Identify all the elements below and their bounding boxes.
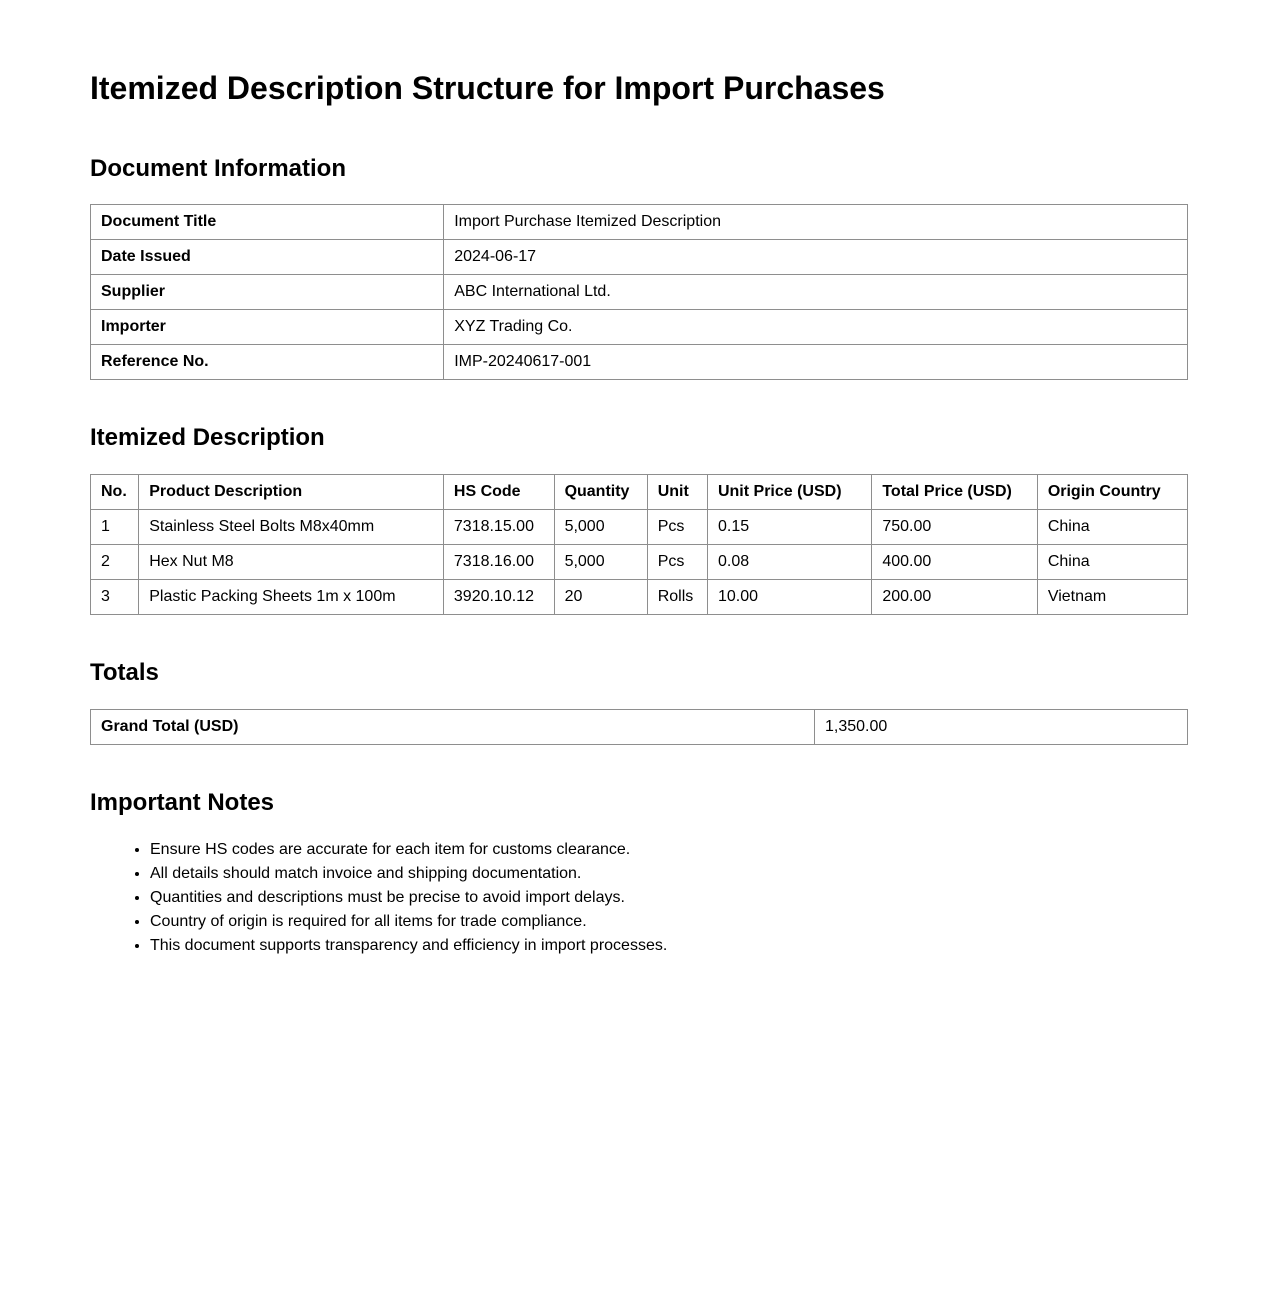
doc-info-label: Supplier (91, 275, 444, 310)
doc-info-label: Importer (91, 310, 444, 345)
column-header-quantity: Quantity (554, 474, 647, 509)
cell-unit-price: 0.08 (707, 544, 871, 579)
totals-table (90, 709, 1188, 745)
doc-info-value: ABC International Ltd. (444, 275, 1188, 310)
doc-info-label: Document Title (91, 205, 444, 240)
cell-origin-country: China (1037, 509, 1187, 544)
column-header-origin-country: Origin Country (1037, 474, 1187, 509)
doc-info-value: Import Purchase Itemized Description (444, 205, 1188, 240)
note-item: • This document supports transparency and efficiency in import processes. (150, 934, 1188, 958)
table-row (91, 509, 1188, 544)
column-header-hs-code: HS Code (443, 474, 554, 509)
section-heading-itemized-description: Itemized Description (90, 424, 325, 452)
note-item: • Ensure HS codes are accurate for each item for customs clearance. (150, 838, 1188, 862)
table-row (91, 310, 1188, 345)
table-row (91, 240, 1188, 275)
cell-hs-code: 3920.10.12 (443, 579, 554, 614)
doc-info-label: Reference No. (91, 345, 444, 380)
grand-total-value: 1,350.00 (815, 709, 1188, 744)
table-row (91, 579, 1188, 614)
table-row (91, 709, 1188, 744)
section-heading-document-information: Document Information (90, 154, 346, 182)
cell-unit: Rolls (647, 579, 707, 614)
document-info-table (90, 204, 1188, 380)
doc-info-label: Date Issued (91, 240, 444, 275)
column-header-product-description: Product Description (139, 474, 444, 509)
cell-quantity: 5,000 (554, 509, 647, 544)
cell-hs-code: 7318.16.00 (443, 544, 554, 579)
cell-product-description: Hex Nut M8 (139, 544, 444, 579)
cell-unit: Pcs (647, 544, 707, 579)
cell-unit-price: 10.00 (707, 579, 871, 614)
cell-total-price: 750.00 (872, 509, 1037, 544)
cell-total-price: 200.00 (872, 579, 1037, 614)
note-item: • Quantities and descriptions must be precise to avoid import delays. (150, 886, 1188, 910)
important-notes-list (90, 838, 1188, 958)
table-row (91, 205, 1188, 240)
grand-total-label: Grand Total (USD) (91, 709, 815, 744)
doc-info-value: IMP-20240617-001 (444, 345, 1188, 380)
cell-quantity: 20 (554, 579, 647, 614)
cell-unit-price: 0.15 (707, 509, 871, 544)
page-title: Itemized Description Structure for Import Purchases (90, 70, 885, 106)
table-row (91, 275, 1188, 310)
cell-product-description: Plastic Packing Sheets 1m x 100m (139, 579, 444, 614)
column-header-total-price: Total Price (USD) (872, 474, 1037, 509)
doc-info-value: XYZ Trading Co. (444, 310, 1188, 345)
itemized-description-table (90, 474, 1188, 615)
note-item: • All details should match invoice and shipping documentation. (150, 862, 1188, 886)
table-header-row (91, 474, 1188, 509)
cell-product-description: Stainless Steel Bolts M8x40mm (139, 509, 444, 544)
cell-no: 3 (91, 579, 139, 614)
column-header-unit-price: Unit Price (USD) (707, 474, 871, 509)
section-heading-important-notes: Important Notes (90, 788, 275, 816)
note-item: • Country of origin is required for all items for trade compliance. (150, 910, 1188, 934)
table-row (91, 345, 1188, 380)
doc-info-value: 2024-06-17 (444, 240, 1188, 275)
cell-total-price: 400.00 (872, 544, 1037, 579)
cell-no: 2 (91, 544, 139, 579)
cell-origin-country: Vietnam (1037, 579, 1187, 614)
cell-hs-code: 7318.15.00 (443, 509, 554, 544)
section-heading-totals: Totals (90, 658, 159, 686)
cell-unit: Pcs (647, 509, 707, 544)
table-row (91, 544, 1188, 579)
column-header-no: No. (91, 474, 139, 509)
cell-no: 1 (91, 509, 139, 544)
cell-origin-country: China (1037, 544, 1187, 579)
cell-quantity: 5,000 (554, 544, 647, 579)
column-header-unit: Unit (647, 474, 707, 509)
